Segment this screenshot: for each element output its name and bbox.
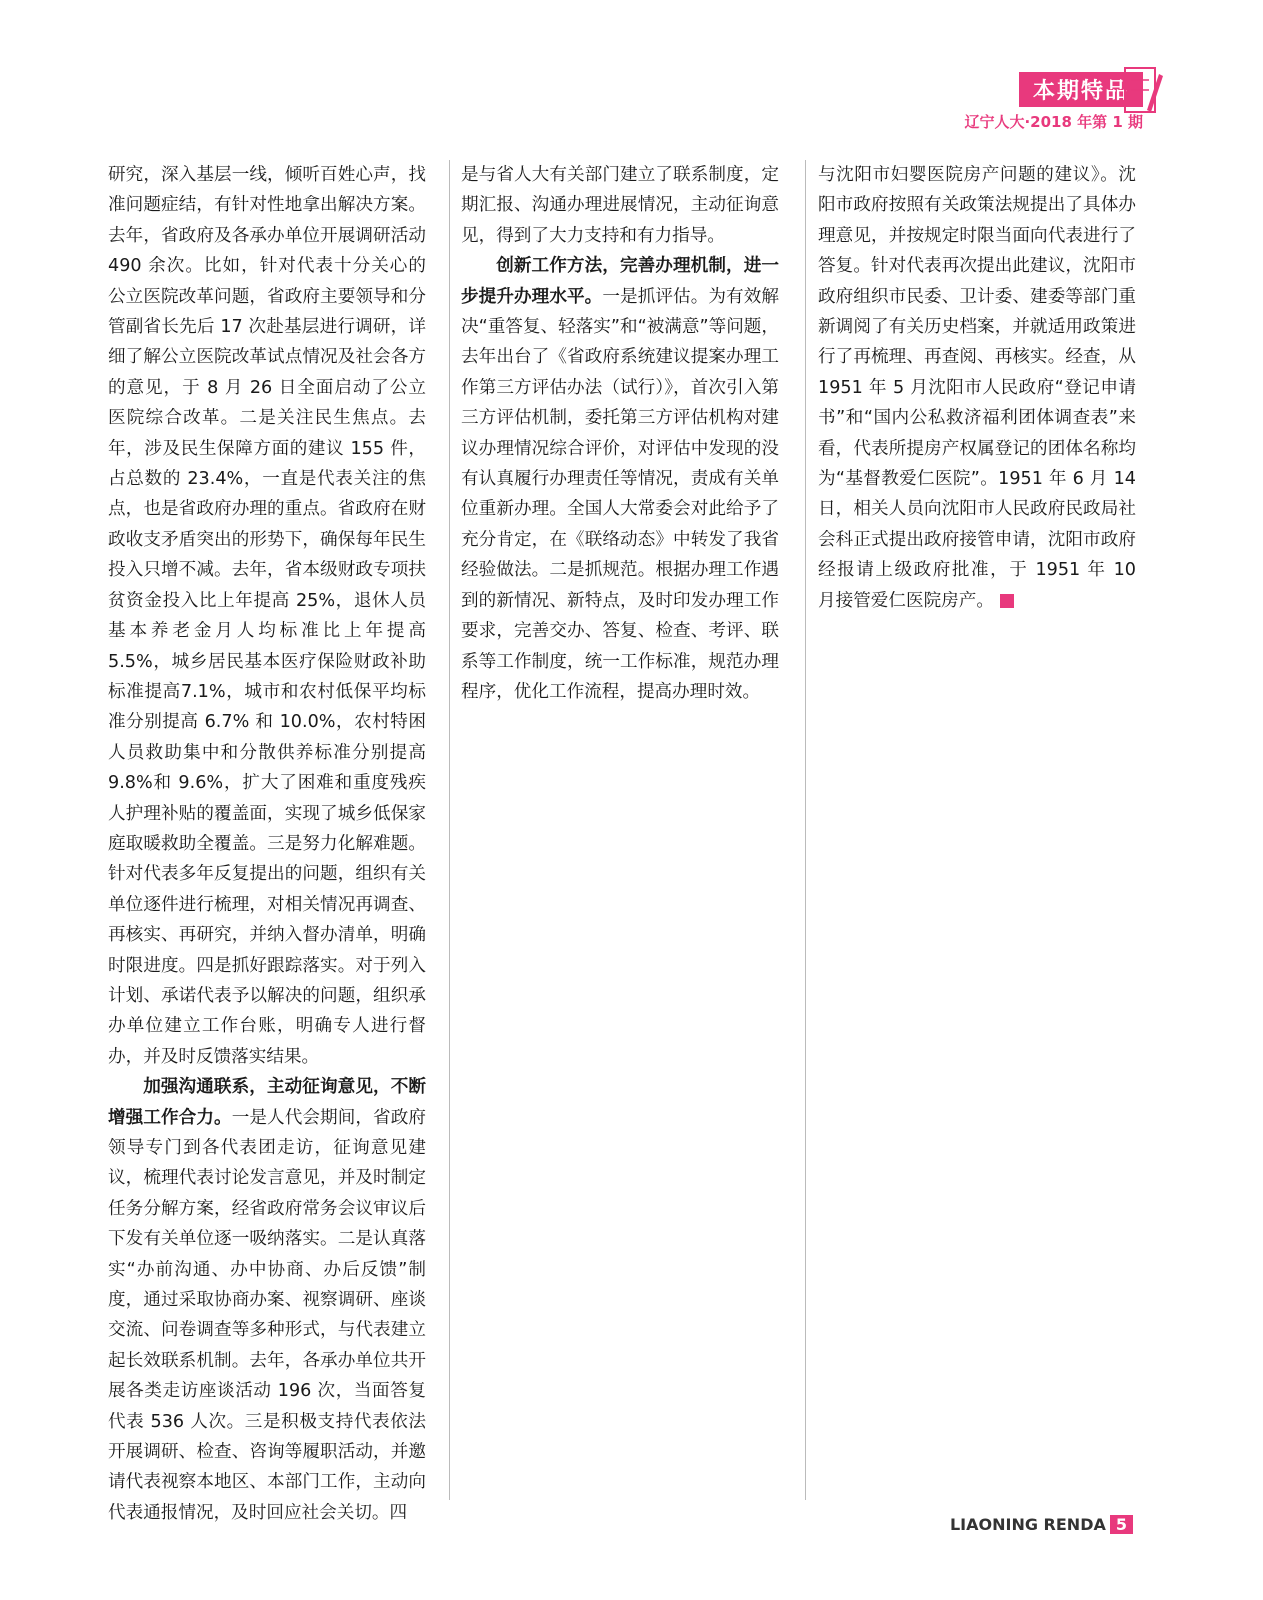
page-footer bbox=[950, 1515, 1133, 1534]
col2-paragraph-2 bbox=[461, 251, 779, 707]
pencil-icon bbox=[1119, 60, 1163, 120]
issue-header bbox=[964, 72, 1143, 132]
col3-paragraph-1 bbox=[818, 160, 1136, 616]
col1-paragraph-2-lead: 加强沟通联系，主动征询意见，不断增强工作合力。 bbox=[108, 1077, 426, 1128]
column-3 bbox=[818, 160, 1136, 616]
col2-paragraph-1: 是与省人大有关部门建立了联系制度，定期汇报、沟通办理进展情况，主动征询意见，得到了大力支持和有力指导。 bbox=[461, 165, 779, 246]
section-badge: 本期特品 bbox=[1019, 72, 1143, 107]
journal-name: LIAONING RENDA bbox=[949, 1515, 1106, 1534]
col3-paragraph-1-body: 与沈阳市妇婴医院房产问题的建议》。沈阳市政府按照有关政策法规提出了具体办理意见，并按规定时限当面向代表进行了答复。针对代表再次提出此建议，沈阳市政府组织市民委、卫计委、建委等部门重新调阅了有关历史档案，并就适用政策进行了再梳理、再查阅、再核实。经查，从 1951 年 5 月沈阳市人民政府“登记申请书”和“国内公私救济福利团体调查表”来看，代表所提房产权属登记的团体名称均为“基督教爱仁医院”。1951 年 6 月 14 日，相关人员向沈阳市人民政府民政局社会科正式提出政府接管申请，沈阳市政府经报请上级政府批准，于 1951 年 10 月接管爱仁医院房产。 bbox=[818, 165, 1136, 611]
issue-subline: 辽宁人大·2018 年第 1 期 bbox=[964, 113, 1143, 131]
page-number: 5 bbox=[1110, 1515, 1133, 1534]
column-1 bbox=[108, 160, 426, 1528]
col2-paragraph-2-lead: 创新工作方法，完善办理机制，进一步提升办理水平。 bbox=[461, 256, 779, 307]
column-divider bbox=[805, 160, 806, 1500]
column-divider bbox=[449, 160, 450, 1500]
col1-paragraph-2 bbox=[108, 1072, 426, 1528]
col2-paragraph-2-body: 一是抓评估。为有效解决“重答复、轻落实”和“被满意”等问题，去年出台了《省政府系统建议提案办理工作第三方评估办法（试行）》，首次引入第三方评估机制，委托第三方评估机构对建议办理情况综合评价，对评估中发现的没有认真履行办理责任等情况，责成有关单位重新办理。全国人大常委会对此给予了充分肯定，在《联络动态》中转发了我省经验做法。二是抓规范。根据办理工作遇到的新情况、新特点，及时印发办理工作要求，完善交办、答复、检查、考评、联系等工作制度，统一工作标准，规范办理程序，优化工作流程，提高办理时效。 bbox=[461, 286, 779, 702]
column-2 bbox=[461, 160, 779, 707]
col1-paragraph-1: 研究，深入基层一线，倾听百姓心声，找准问题症结，有针对性地拿出解决方案。去年，省政府及各承办单位开展调研活动 490 余次。比如，针对代表十分关心的公立医院改革问题，省政府主要领导和分管副省长先后 17 次赴基层进行调研，详细了解公立医院改革试点情况及社会各方的意见，于 8 月 26 日全面启动了公立医院综合改革。二是关注民生焦点。去年，涉及民生保障方面的建议 155 件，占总数的 23.4%，一直是代表关注的焦点，也是省政府办理的重点。省政府在财政收支矛盾突出的形势下，确保每年民生投入只增不减。去年，省本级财政专项扶贫资金投入比上年提高 25%，退休人员基本养老金月人均标准比上年提高 5.5%，城乡居民基本医疗保险财政补助标准提高7.1%，城市和农村低保平均标准分别提高 6.7% 和 10.0%，农村特困人员救助集中和分散供养标准分别提高 9.8%和 9.6%，扩大了困难和重度残疾人护理补贴的覆盖面，实现了城乡低保家庭取暖救助全覆盖。三是努力化解难题。针对代表多年反复提出的问题，组织有关单位逐件进行梳理，对相关情况再调查、再核实、再研究，并纳入督办清单，明确时限进度。四是抓好跟踪落实。对于列入计划、承诺代表予以解决的问题，组织承办单位建立工作台账，明确专人进行督办，并及时反馈落实结果。 bbox=[108, 165, 426, 1067]
col1-paragraph-2-body: 一是人代会期间，省政府领导专门到各代表团走访，征询意见建议，梳理代表讨论发言意见，并及时制定任务分解方案，经省政府常务会议审议后下发有关单位逐一吸纳落实。二是认真落实“办前沟通、办中协商、办后反馈”制度，通过采取协商办案、视察调研、座谈交流、问卷调查等多种形式，与代表建立起长效联系机制。去年，各承办单位共开展各类走访座谈活动 196 次，当面答复代表 536 人次。三是积极支持代表依法开展调研、检查、咨询等履职活动，并邀请代表视察本地区、本部门工作，主动向代表通报情况，及时回应社会关切。四 bbox=[108, 1107, 426, 1523]
end-mark-icon bbox=[1000, 594, 1014, 608]
